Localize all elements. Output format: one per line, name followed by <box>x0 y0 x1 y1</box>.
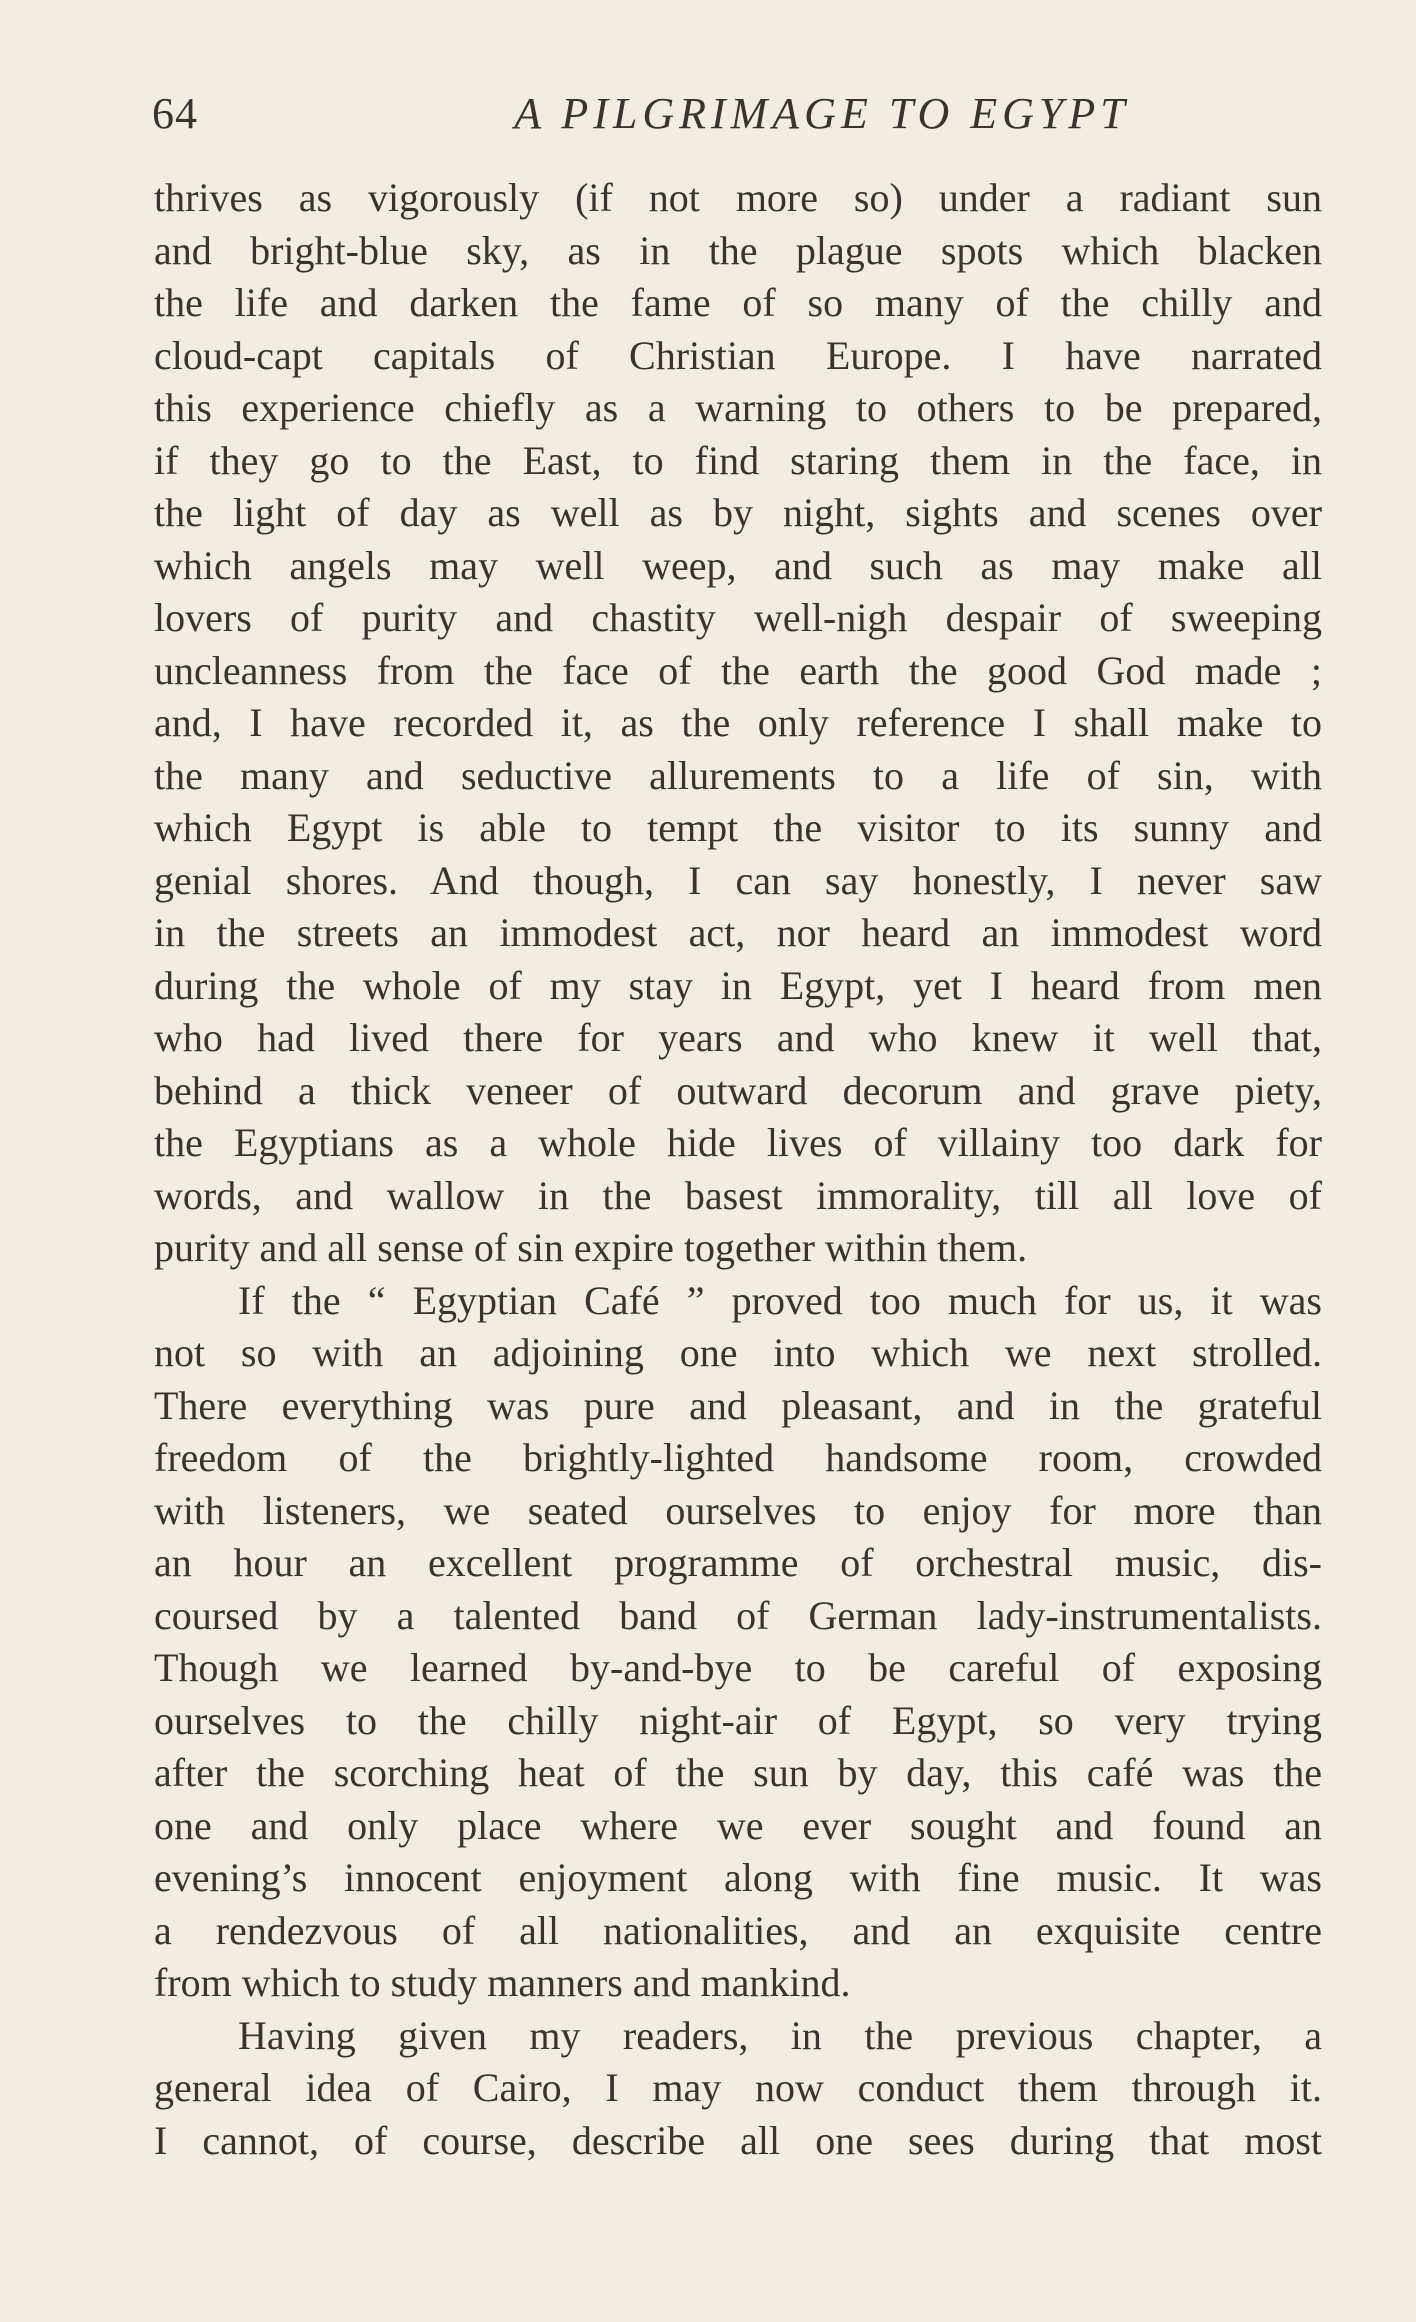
text-line: after the scorching heat of the sun by day, this café was the <box>154 1750 1322 1795</box>
text-line: behind a thick veneer of outward decorum and grave piety, <box>154 1067 1322 1113</box>
text-line: and, I have recorded it, as the only reference I shall make to <box>154 700 1322 745</box>
body-text <box>154 172 1322 2167</box>
running-title: A PILGRIMAGE TO EGYPT <box>514 89 1130 138</box>
text-line: uncleanness from the face of the earth the good God made ; <box>154 647 1322 693</box>
text-line: an hour an excellent programme of orchestral music, dis- <box>154 1540 1322 1585</box>
page-number: 64 <box>152 89 198 138</box>
text-line: words, and wallow in the basest immorality, till all love of <box>154 1172 1322 1218</box>
running-head <box>152 84 1312 144</box>
text-line: who had lived there for years and who knew it well that, <box>154 1015 1322 1060</box>
text-line: genial shores. And though, I can say honestly, I never saw <box>154 857 1322 903</box>
text-line: in the streets an immodest act, nor heard an immodest word <box>154 910 1322 955</box>
text-line: the Egyptians as a whole hide lives of villainy too dark for <box>154 1120 1322 1165</box>
text-line: during the whole of my stay in Egypt, yet I heard from men <box>154 962 1322 1008</box>
text-line: which Egypt is able to tempt the visitor to its sunny and <box>154 805 1322 850</box>
text-line: evening’s innocent enjoyment along with fine music. It was <box>154 1855 1322 1900</box>
text-line: lovers of purity and chastity well-nigh despair of sweeping <box>154 595 1322 640</box>
paragraph-start-line: Having given my readers, in the previous chapter, a <box>238 2012 1322 2058</box>
text-line: coursed by a talented band of German lady-instrumentalists. <box>154 1592 1322 1638</box>
text-line: one and only place where we ever sought and found an <box>154 1802 1322 1848</box>
text-line: thrives as vigorously (if not more so) under a radiant sun <box>154 175 1322 220</box>
text-line: ourselves to the chilly night-air of Egypt, so very trying <box>154 1697 1322 1743</box>
text-line: if they go to the East, to find staring them in the face, in <box>154 437 1322 483</box>
text-line: Though we learned by-and-bye to be careful of exposing <box>154 1645 1322 1690</box>
text-line: and bright-blue sky, as in the plague spots which blacken <box>154 227 1322 273</box>
paragraph-end-line: purity and all sense of sin expire together within them. <box>154 1225 1028 1270</box>
text-line: a rendezvous of all nationalities, and an exquisite centre <box>154 1907 1322 1953</box>
text-line: the life and darken the fame of so many of the chilly and <box>154 280 1322 325</box>
paragraph-start-line: If the “ Egyptian Café ” proved too much for us, it was <box>238 1277 1322 1323</box>
text-line: the light of day as well as by night, sights and scenes over <box>154 490 1322 535</box>
text-line: freedom of the brightly-lighted handsome room, crowded <box>154 1435 1322 1480</box>
text-line: this experience chiefly as a warning to others to be prepared, <box>154 385 1322 430</box>
text-line: general idea of Cairo, I may now conduct them through it. <box>154 2065 1322 2110</box>
paragraph-end-line: from which to study manners and mankind. <box>154 1960 851 2005</box>
text-line: There everything was pure and pleasant, and in the grateful <box>154 1382 1322 1428</box>
text-line: cloud-capt capitals of Christian Europe. I have narrated <box>154 332 1322 378</box>
text-line: I cannot, of course, describe all one sees during that most <box>154 2117 1322 2163</box>
text-line: the many and seductive allurements to a life of sin, with <box>154 752 1322 798</box>
text-line: not so with an adjoining one into which we next strolled. <box>154 1330 1322 1375</box>
text-line: which angels may well weep, and such as may make all <box>154 542 1322 588</box>
text-line: with listeners, we seated ourselves to enjoy for more than <box>154 1487 1322 1533</box>
